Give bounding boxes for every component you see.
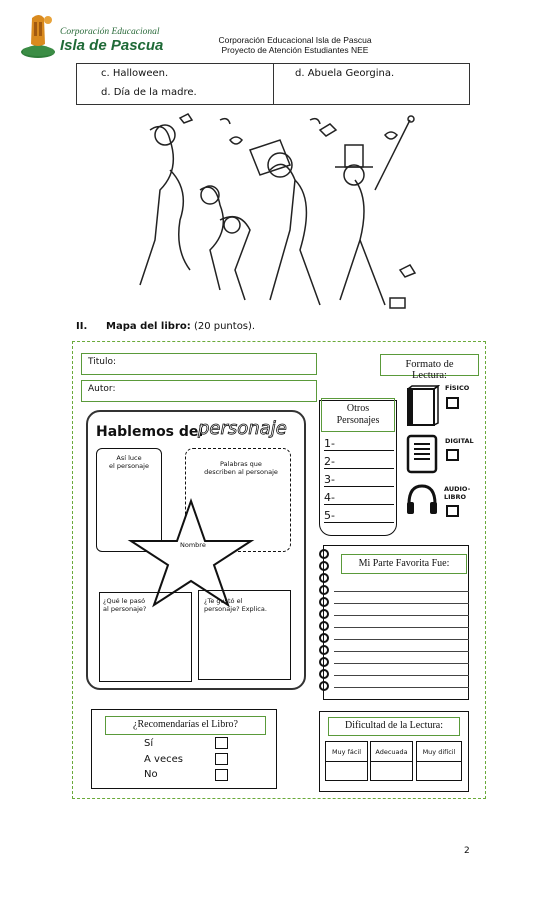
que-paso-label	[103, 597, 146, 613]
section-title: Mapa del libro:	[106, 321, 191, 332]
logo-line2: Isla de Pascua	[60, 37, 164, 54]
section-heading	[76, 321, 255, 332]
muy-dificil-label: Muy difícil	[417, 742, 461, 762]
palabras-line2: describen al personaje	[204, 468, 278, 476]
header-title-line1: Corporación Educacional Isla de Pascua	[218, 35, 372, 45]
checkbox-no[interactable]	[215, 769, 228, 781]
palabras-label	[195, 460, 287, 476]
notebook-lines	[334, 580, 469, 695]
page-number: 2	[464, 846, 470, 856]
otros-item-5-label: 5-	[324, 509, 335, 522]
section-number: II.	[76, 321, 88, 332]
fisico-label: FÍSICO	[445, 384, 470, 392]
dificultad-option-adecuada[interactable]	[370, 741, 413, 781]
autor-field[interactable]	[81, 380, 317, 402]
si-label: Sí	[144, 738, 154, 749]
option-d-left: d. Día de la madre.	[101, 87, 197, 98]
asi-luce-line1: Así luce	[116, 454, 142, 462]
dificultad-label: Dificultad de la Lectura:	[328, 717, 460, 736]
audio-label1: AUDIO-	[444, 485, 471, 493]
a-veces-label: A veces	[144, 754, 183, 765]
otros-item-5[interactable]	[324, 509, 394, 523]
autor-label: Autor:	[88, 384, 116, 394]
option-d-right: d. Abuela Georgina.	[295, 68, 395, 79]
header-title-line2: Proyecto de Atención Estudiantes NEE	[221, 45, 369, 55]
hablemos-title: Hablemos del	[96, 424, 204, 440]
digital-label: DIGITAL	[445, 437, 474, 445]
nombre-label: Nombre	[180, 541, 206, 549]
titulo-field[interactable]	[81, 353, 317, 375]
school-logo	[18, 10, 58, 60]
formato-label: Formato de Lectura:	[380, 354, 479, 376]
checkbox-a-veces[interactable]	[215, 753, 228, 765]
option-c: c. Halloween.	[101, 68, 169, 79]
otros-title-line1: Otros	[346, 403, 370, 414]
moai-logo-icon	[18, 10, 58, 60]
tablet-digital-icon	[406, 434, 438, 479]
dificultad-option-muy-dificil[interactable]	[416, 741, 462, 781]
otros-item-2-label: 2-	[324, 455, 335, 468]
otros-item-1[interactable]	[324, 437, 394, 451]
personaje-title: personaje	[198, 418, 287, 439]
que-paso-line2: al personaje?	[103, 605, 147, 613]
asi-luce-line2: el personaje	[109, 462, 149, 470]
te-gusto-line2: personaje? Explica.	[204, 605, 267, 613]
section-points: (20 puntos).	[190, 321, 256, 332]
otros-item-2[interactable]	[324, 455, 394, 469]
te-gusto-line1: ¿Te gustó el	[204, 597, 243, 605]
checkbox-audio[interactable]	[446, 505, 459, 517]
otros-item-3-label: 3-	[324, 473, 335, 486]
no-label: No	[144, 769, 158, 780]
otros-item-4[interactable]	[324, 491, 394, 505]
options-table	[76, 63, 470, 105]
asi-luce-label	[96, 454, 162, 470]
que-paso-line1: ¿Qué le pasó	[103, 597, 146, 605]
checkbox-digital[interactable]	[446, 449, 459, 461]
otros-title-line2: Personajes	[336, 415, 380, 426]
otros-item-3[interactable]	[324, 473, 394, 487]
recomendarias-label: ¿Recomendarías el Libro?	[105, 716, 266, 735]
titulo-label: Titulo:	[88, 357, 116, 367]
adecuada-label: Adecuada	[371, 742, 412, 762]
favorita-label: Mi Parte Favorita Fue:	[341, 554, 467, 574]
audio-label2: LIBRO	[444, 493, 467, 501]
notebook-spiral-icon	[315, 548, 333, 703]
dificultad-option-muy-facil[interactable]	[325, 741, 368, 781]
te-gusto-label	[204, 597, 267, 613]
palabras-line1: Palabras que	[220, 460, 262, 468]
logo-line1: Corporación Educacional	[60, 27, 160, 37]
otros-item-4-label: 4-	[324, 491, 335, 504]
illustration-characters	[120, 110, 420, 320]
book-physical-icon	[404, 385, 440, 436]
checkbox-fisico[interactable]	[446, 397, 459, 409]
muy-facil-label: Muy fácil	[326, 742, 367, 762]
otros-item-1-label: 1-	[324, 437, 335, 450]
checkbox-si[interactable]	[215, 737, 228, 749]
otros-personajes-title	[321, 398, 395, 432]
headphones-audio-icon	[404, 482, 440, 523]
